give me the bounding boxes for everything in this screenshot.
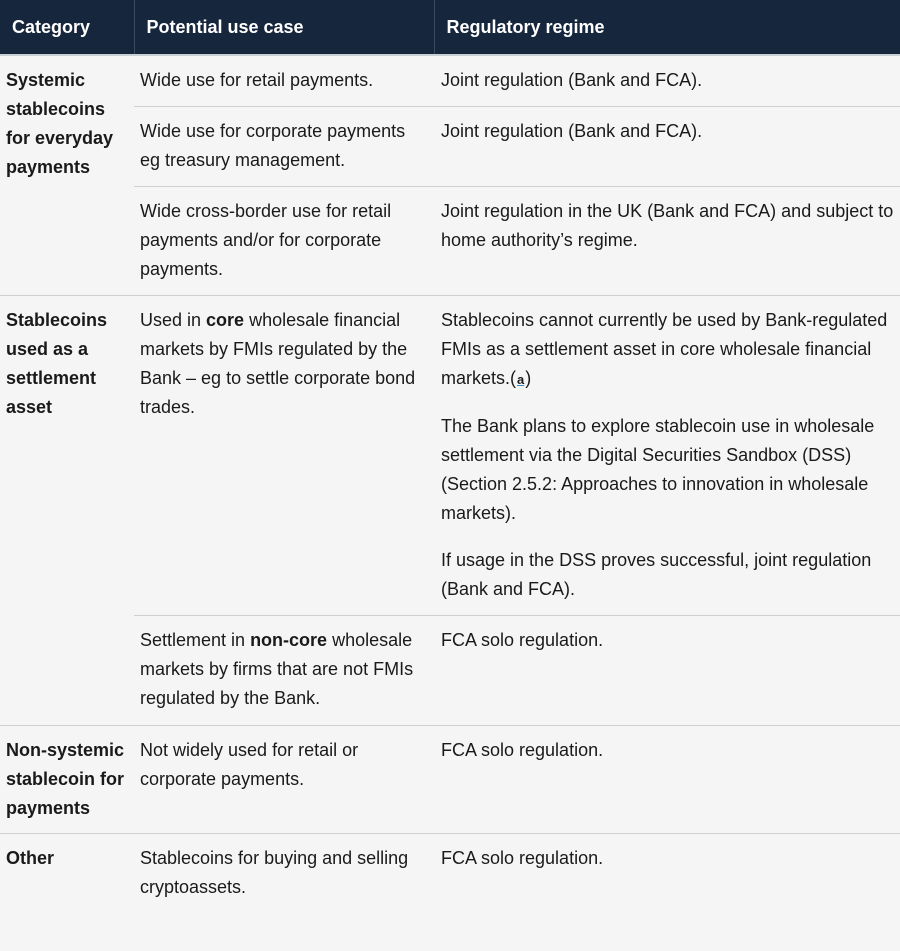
regime-cell: Joint regulation (Bank and FCA).: [434, 107, 900, 187]
footnote-open: (: [510, 368, 517, 388]
use-case-cell: [134, 296, 434, 616]
regime-text: Stablecoins cannot currently be used by Bank-regulated FMIs as a settlement asset in core wholesale financial markets.: [441, 310, 888, 388]
header-use-case: Potential use case: [134, 0, 434, 55]
use-case-cell: Stablecoins for buying and selling cryptoassets.: [140, 848, 409, 897]
header-regime: Regulatory regime: [434, 0, 900, 55]
table-row: [0, 187, 900, 296]
use-case-text: Used in: [140, 310, 207, 330]
regime-cell: FCA solo regulation.: [434, 616, 900, 726]
regime-paragraph: [441, 306, 896, 394]
table-row: [0, 616, 900, 726]
category-cell: Other: [6, 848, 55, 868]
use-case-cell: Wide use for retail payments.: [134, 55, 434, 107]
regime-cell: FCA solo regulation.: [441, 848, 604, 868]
regime-cell: FCA solo regulation.: [434, 726, 900, 834]
footnote-link[interactable]: a: [517, 372, 525, 387]
emphasis-core: core: [206, 310, 245, 330]
use-case-cell: Not widely used for retail or corporate payments.: [134, 726, 434, 834]
regime-paragraph: If usage in the DSS proves successful, joint regulation (Bank and FCA).: [441, 550, 872, 599]
category-cell: Non-systemic stablecoin for payments: [0, 726, 134, 834]
regime-cell: Joint regulation in the UK (Bank and FCA) and subject to home authority’s regime.: [434, 187, 900, 296]
regime-cell: [434, 296, 900, 616]
use-case-text: wholesale markets by firms that are not FMIs regulated by the Bank.: [140, 630, 414, 708]
use-case-cell: [134, 616, 434, 726]
category-cell: Systemic stablecoins for everyday payments: [0, 55, 134, 296]
regime-paragraph: The Bank plans to explore stablecoin use in wholesale settlement via the Digital Securities Sandbox (DSS) (Section 2.5.2: Approaches to innovation in wholesale markets).: [441, 416, 875, 523]
use-case-text: wholesale financial markets by FMIs regulated by the Bank – eg to settle corporate bond trades.: [140, 310, 416, 417]
table-row: [0, 834, 900, 914]
footnote-close: ): [525, 368, 532, 388]
regime-cell: Joint regulation (Bank and FCA).: [434, 55, 900, 107]
category-cell: Stablecoins used as a settlement asset: [0, 296, 134, 726]
header-category: Category: [0, 0, 134, 55]
emphasis-non-core: non-core: [250, 630, 328, 650]
use-case-text: Settlement in: [140, 630, 251, 650]
table-row: [0, 55, 900, 107]
table-row: [0, 296, 900, 616]
use-case-cell: Wide use for corporate payments eg treasury management.: [134, 107, 434, 187]
table-row: [0, 107, 900, 187]
use-case-cell: Wide cross-border use for retail payments and/or for corporate payments.: [134, 187, 434, 296]
table-header-row: [0, 0, 900, 55]
table-row: [0, 726, 900, 834]
